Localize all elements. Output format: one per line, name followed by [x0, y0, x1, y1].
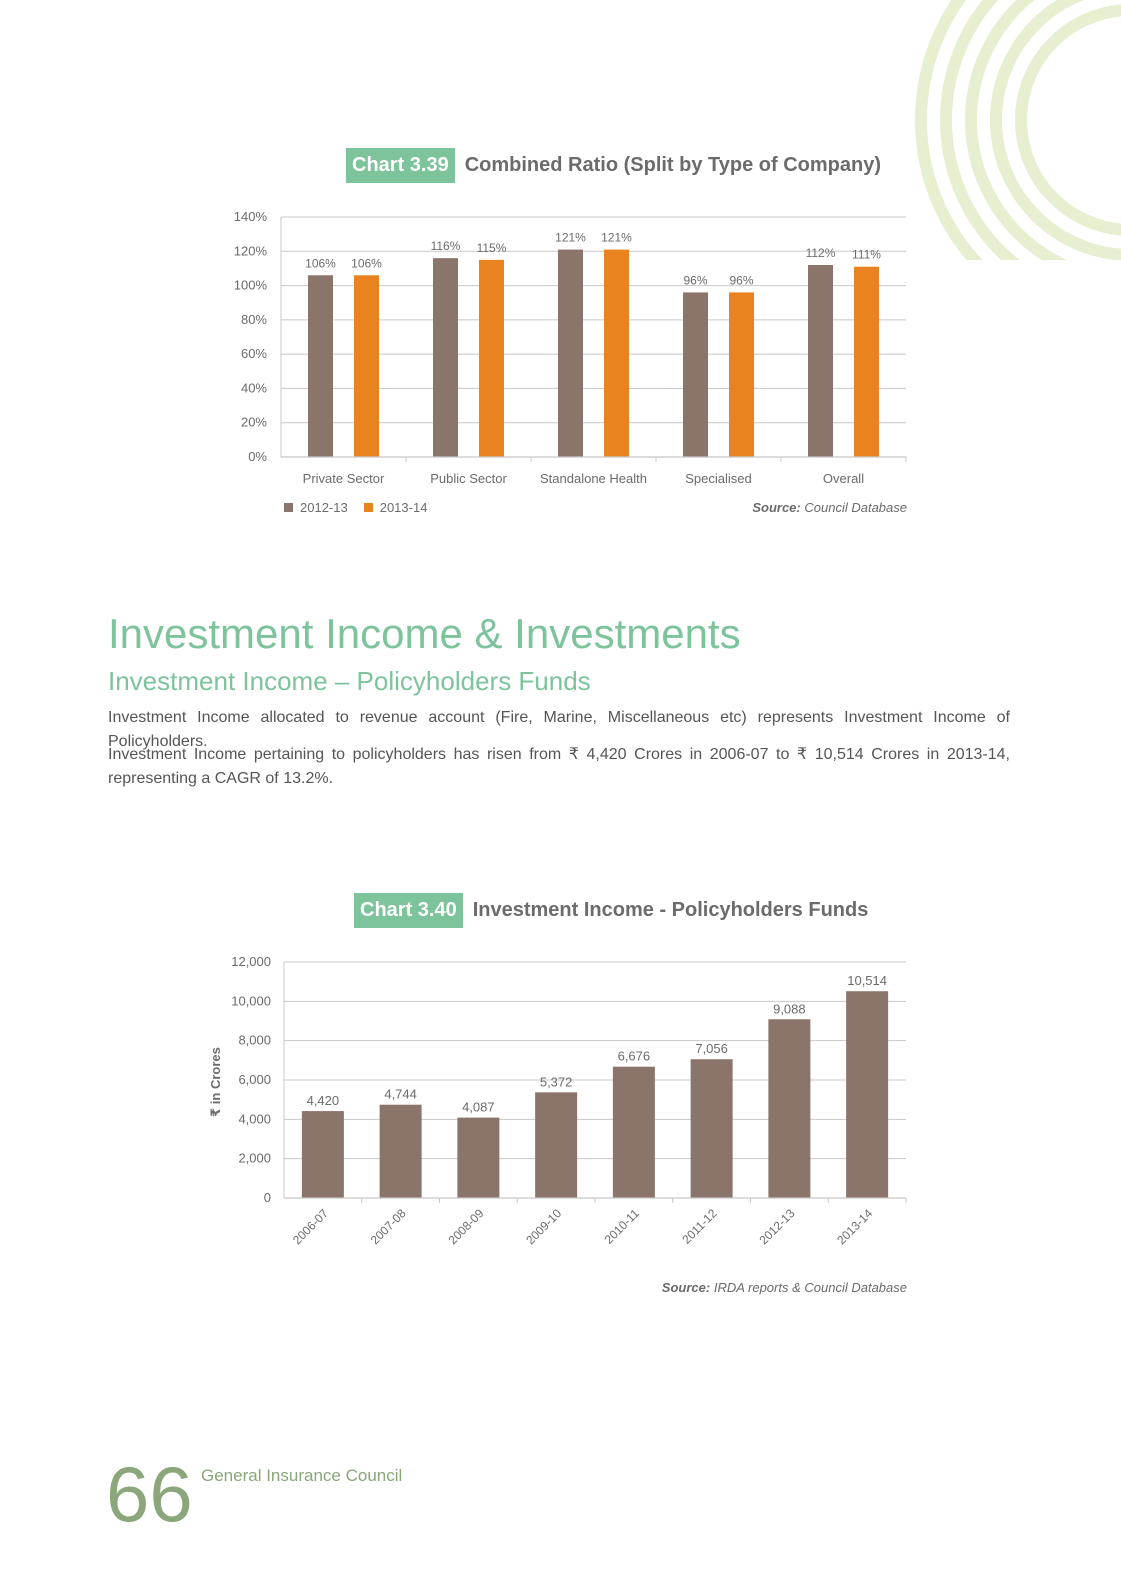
- y-tick-label: 10,000: [231, 993, 271, 1009]
- data-label: 6,676: [617, 1048, 651, 1064]
- data-label: 7,056: [695, 1041, 728, 1057]
- legend-label: 2013-14: [379, 500, 428, 515]
- x-tick-label: Overall: [822, 471, 865, 486]
- y-tick-label: 80%: [240, 311, 267, 327]
- y-tick-label: 60%: [240, 346, 267, 362]
- y-tick-label: 100%: [233, 277, 267, 293]
- y-tick-label: 120%: [233, 243, 267, 259]
- x-tick-label: 2012-13: [756, 1206, 798, 1248]
- data-label: 121%: [601, 230, 632, 245]
- legend-label: 2012-13: [300, 500, 348, 515]
- y-tick-label: 6,000: [238, 1072, 271, 1087]
- data-label: 4,087: [462, 1099, 495, 1115]
- section-heading: Investment Income & Investments: [108, 610, 741, 657]
- y-tick-label: 4,000: [238, 1111, 271, 1127]
- x-tick-label: Public Sector: [430, 471, 507, 486]
- data-label: 106%: [305, 256, 336, 271]
- x-tick-label: Standalone Health: [540, 471, 647, 486]
- x-tick-label: 2013-14: [834, 1206, 876, 1248]
- y-tick-label: 0: [263, 1190, 271, 1205]
- y-tick-label: 40%: [240, 380, 267, 396]
- x-tick-label: Specialised: [685, 471, 752, 486]
- source-label: Source:: [752, 500, 801, 515]
- publisher-name: General Insurance Council: [201, 1466, 403, 1485]
- y-tick-label: 12,000: [231, 954, 271, 969]
- data-label: 5,372: [539, 1074, 573, 1090]
- source-label: Source:: [661, 1280, 711, 1295]
- data-label: 96%: [729, 273, 754, 288]
- data-label: 4,420: [306, 1093, 340, 1109]
- data-label: 115%: [476, 240, 507, 255]
- x-tick-label: 2008-09: [445, 1206, 487, 1248]
- data-label: 10,514: [847, 973, 888, 989]
- y-tick-label: 0%: [248, 449, 267, 464]
- bar: [691, 1059, 733, 1198]
- bar: [846, 991, 888, 1198]
- chart-3-40-tag: Chart 3.40: [354, 893, 463, 928]
- paragraph-1: Investment Income allocated to revenue account (Fire, Marine, Miscellaneous etc) represents Investment Income of Policyholders.: [108, 709, 1010, 750]
- data-label: 112%: [805, 246, 836, 260]
- chart-3-40-title: Investment Income - Policyholders Funds: [472, 899, 869, 921]
- chart-3-39-tag: Chart 3.39: [346, 148, 455, 183]
- data-label: 106%: [351, 256, 382, 271]
- source-text: Council Database: [804, 500, 907, 515]
- data-label: 9,088: [773, 1001, 806, 1017]
- bar: [768, 1019, 810, 1198]
- y-tick-label: 20%: [240, 414, 267, 430]
- x-tick-label: 2006-07: [289, 1206, 331, 1248]
- bar: [613, 1067, 655, 1198]
- x-tick-label: 2007-08: [367, 1206, 409, 1248]
- y-tick-label: 140%: [233, 209, 267, 224]
- x-tick-label: 2011-12: [679, 1206, 720, 1247]
- chart-3-40-source: [662, 1280, 907, 1295]
- y-tick-label: 8,000: [238, 1032, 271, 1048]
- y-axis-label: ₹ in Crores: [208, 1047, 223, 1117]
- bar: [302, 1111, 344, 1198]
- data-label: 111%: [852, 247, 881, 262]
- y-tick-label: 2,000: [238, 1150, 271, 1166]
- data-label: 96%: [683, 273, 708, 288]
- data-label: 121%: [555, 230, 586, 245]
- page-number: 66: [106, 1450, 193, 1538]
- data-label: 4,744: [384, 1086, 417, 1102]
- bar: [380, 1105, 422, 1198]
- bar: [535, 1092, 577, 1198]
- x-tick-label: Private Sector: [302, 471, 385, 486]
- chart-3-39-title: Combined Ratio (Split by Type of Company): [464, 154, 882, 176]
- paragraph-2: Investment Income pertaining to policyholders has risen from ₹ 4,420 Crores in 2006-07 to ₹ 10,514 Crores in 2013-14, representing a CAGR of 13.2%.: [108, 746, 1010, 787]
- x-tick-label: 2010-11: [601, 1206, 642, 1247]
- x-tick-label: 2009-10: [523, 1206, 565, 1248]
- data-label: 116%: [430, 239, 461, 254]
- source-text: IRDA reports & Council Database: [713, 1280, 907, 1295]
- section-subheading: Investment Income – Policyholders Funds: [108, 666, 591, 696]
- bar: [457, 1118, 499, 1198]
